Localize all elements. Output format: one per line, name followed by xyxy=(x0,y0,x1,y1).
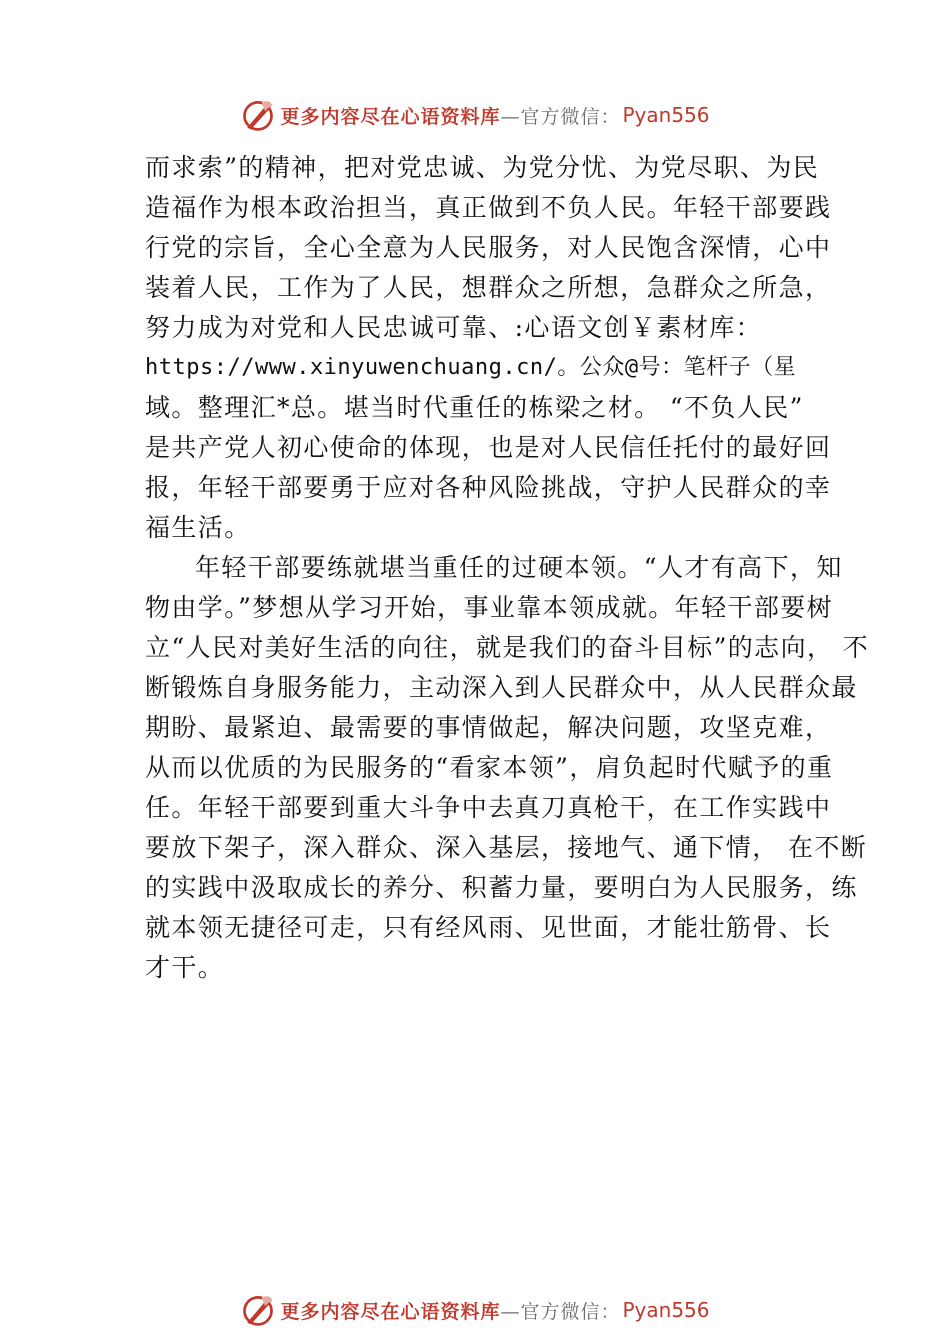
text-line: 是共产党人初心使命的体现，也是对人民信任托付的最好回 xyxy=(145,433,832,462)
text-line: 行党的宗旨，全心全意为人民服务，对人民饱含深情，心中 xyxy=(145,233,832,262)
text-line: 的实践中汲取成长的养分、积蓄力量，要明白为人民服务，练 xyxy=(145,873,858,902)
header-wechat-label: —官方微信： xyxy=(500,105,621,128)
text-line: 从而以优质的为民服务的“看家本领”，肩负起时代赋予的重 xyxy=(145,753,834,782)
footer-wechat-id: Pyan556 xyxy=(622,1298,710,1322)
text-line: 造福作为根本政治担当，真正做到不负人民。年轻干部要践 xyxy=(145,193,832,222)
url-text-line: https://www.xinyuwenchuang.cn/。公众@号：笔杆子（星 xyxy=(145,355,797,380)
text-line: 努力成为对党和人民忠诚可靠、:心语文创￥素材库： xyxy=(145,313,763,342)
footer-brand-text: 更多内容尽在心语资料库 xyxy=(280,1300,501,1323)
header-wechat-id: Pyan556 xyxy=(622,103,710,127)
text-line: 福生活。 xyxy=(145,513,251,542)
text-line: 而求索”的精神，把对党忠诚、为党分忧、为党尽职、为民 xyxy=(145,153,820,182)
text-line: 域。整理汇*总。堪当时代重任的栋梁之材。 “不负人民” xyxy=(145,393,804,422)
header-brand-text: 更多内容尽在心语资料库 xyxy=(280,105,501,128)
document-body xyxy=(145,148,870,988)
header-banner xyxy=(0,95,950,135)
text-line: 年轻干部要练就堪当重任的过硬本领。“人才有高下，知 xyxy=(195,553,843,582)
text-line: 就本领无捷径可走，只有经风雨、见世面，才能壮筋骨、长 xyxy=(145,913,832,942)
text-line: 断锻炼自身服务能力，主动深入到人民群众中，从人民群众最 xyxy=(145,673,858,702)
paragraph-2 xyxy=(145,548,870,988)
quill-logo-icon xyxy=(240,1292,276,1328)
text-line: 立“人民对美好生活的向往，就是我们的奋斗目标”的志向， 不 xyxy=(145,633,870,662)
footer-wechat-label: —官方微信： xyxy=(500,1300,621,1323)
paragraph-1 xyxy=(145,148,865,548)
text-line: 物由学。”梦想从学习开始，事业靠本领成就。年轻干部要树 xyxy=(145,593,834,622)
quill-logo-icon xyxy=(240,97,276,133)
footer-banner xyxy=(0,1290,950,1330)
text-line: 报，年轻干部要勇于应对各种风险挑战，守护人民群众的幸 xyxy=(145,473,832,502)
text-line: 要放下架子，深入群众、深入基层，接地气、通下情， 在不断 xyxy=(145,833,868,862)
text-line: 任。年轻干部要到重大斗争中去真刀真枪干，在工作实践中 xyxy=(145,793,832,822)
text-line: 装着人民，工作为了人民，想群众之所想，急群众之所急， xyxy=(145,273,832,302)
text-line: 期盼、最紧迫、最需要的事情做起，解决问题，攻坚克难， xyxy=(145,713,832,742)
text-line: 才干。 xyxy=(145,953,225,982)
